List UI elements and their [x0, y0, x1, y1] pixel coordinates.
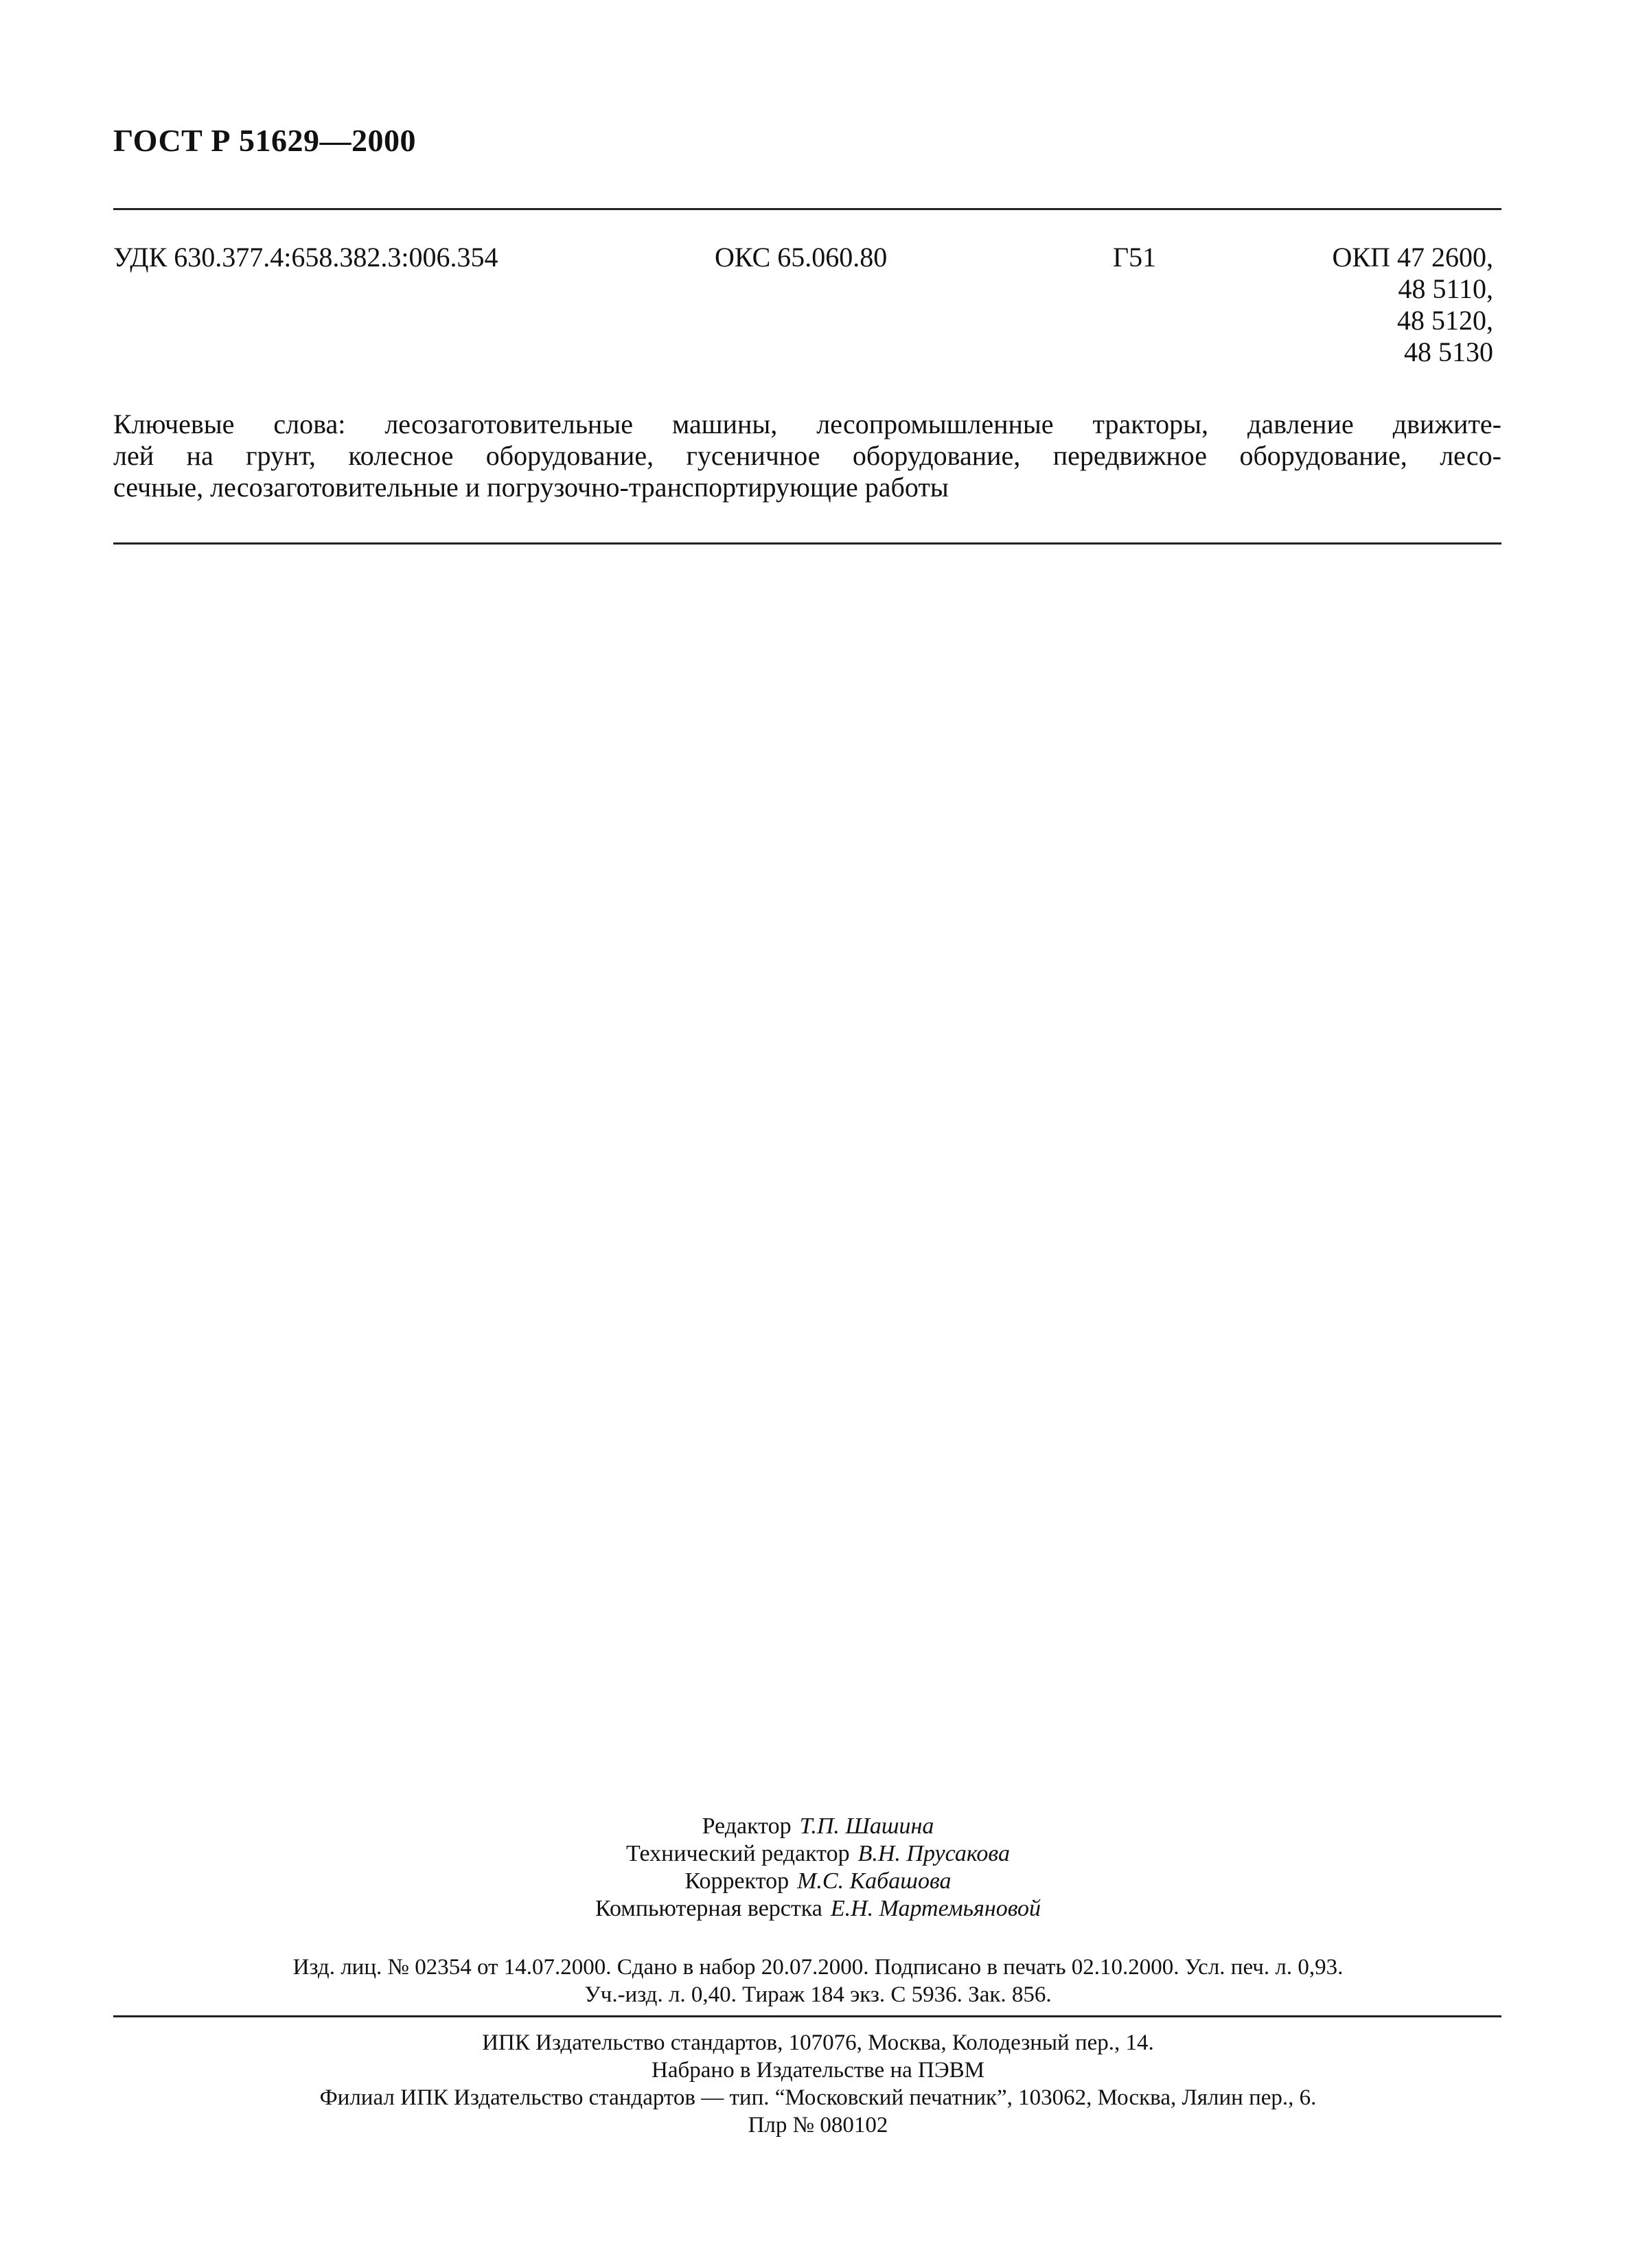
keywords-line: Ключевые слова: лесозаготовительные машины, лесопромышленные тракторы, давление движите-: [113, 409, 1501, 439]
imprint-line: Плр № 080102: [748, 2113, 888, 2138]
classification-row: [113, 242, 1501, 379]
credit-layout: [0, 1895, 1636, 1923]
okp-code-line: 48 5110,: [1398, 273, 1493, 304]
group-code: Г51: [1113, 242, 1157, 273]
credit-name: М.С. Кабашова: [797, 1868, 952, 1894]
credit-proofreader: [0, 1868, 1636, 1895]
credit-role: Корректор: [684, 1868, 790, 1894]
credit-editor: [0, 1813, 1636, 1840]
imprint-line: Филиал ИПК Издательство стандартов — тип. “Московский печатник”, 103062, Москва, Лялин пер., 6.: [319, 2085, 1317, 2110]
credit-name: В.Н. Прусакова: [857, 1841, 1010, 1866]
credit-role: Редактор: [702, 1813, 792, 1839]
keywords-paragraph: [113, 409, 1501, 503]
publication-line: Изд. лиц. № 02354 от 14.07.2000. Сдано в набор 20.07.2000. Подписано в печать 02.10.2000. Усл. печ. л. 0,93.: [292, 1955, 1344, 1980]
credits-block: [0, 1813, 1636, 1923]
keywords-divider: [113, 542, 1501, 545]
keywords-line: сечные, лесозаготовительные и погрузочно-транспортирующие работы: [113, 472, 949, 503]
udk-code: УДК 630.377.4:658.382.3:006.354: [113, 242, 498, 273]
keywords-line: лей на грунт, колесное оборудование, гусеничное оборудование, передвижное оборудование, лесо-: [113, 440, 1501, 471]
credit-role: Технический редактор: [626, 1841, 850, 1866]
oks-code: ОКС 65.060.80: [715, 242, 888, 273]
document-code: ГОСТ Р 51629—2000: [113, 123, 416, 158]
imprint-line: ИПК Издательство стандартов, 107076, Москва, Колодезный пер., 14.: [482, 2030, 1154, 2055]
credit-name: Е.Н. Мартемьяновой: [830, 1896, 1041, 1921]
imprint-divider: [113, 2015, 1501, 2017]
credit-technical-editor: [0, 1840, 1636, 1868]
top-divider: [113, 208, 1501, 210]
credit-role: Компьютерная верстка: [595, 1896, 822, 1921]
okp-codes: [1246, 242, 1493, 368]
okp-code-line: ОКП 47 2600,: [1332, 242, 1493, 273]
publication-info: [0, 1954, 1636, 2008]
publication-line: Уч.-изд. л. 0,40. Тираж 184 экз. С 5936. Зак. 856.: [584, 1982, 1052, 2007]
imprint-block: [0, 2029, 1636, 2139]
imprint-line: Набрано в Издательстве на ПЭВМ: [652, 2058, 984, 2083]
credit-name: Т.П. Шашина: [799, 1813, 934, 1839]
okp-code-line: 48 5130: [1404, 336, 1493, 367]
okp-code-line: 48 5120,: [1397, 305, 1493, 336]
